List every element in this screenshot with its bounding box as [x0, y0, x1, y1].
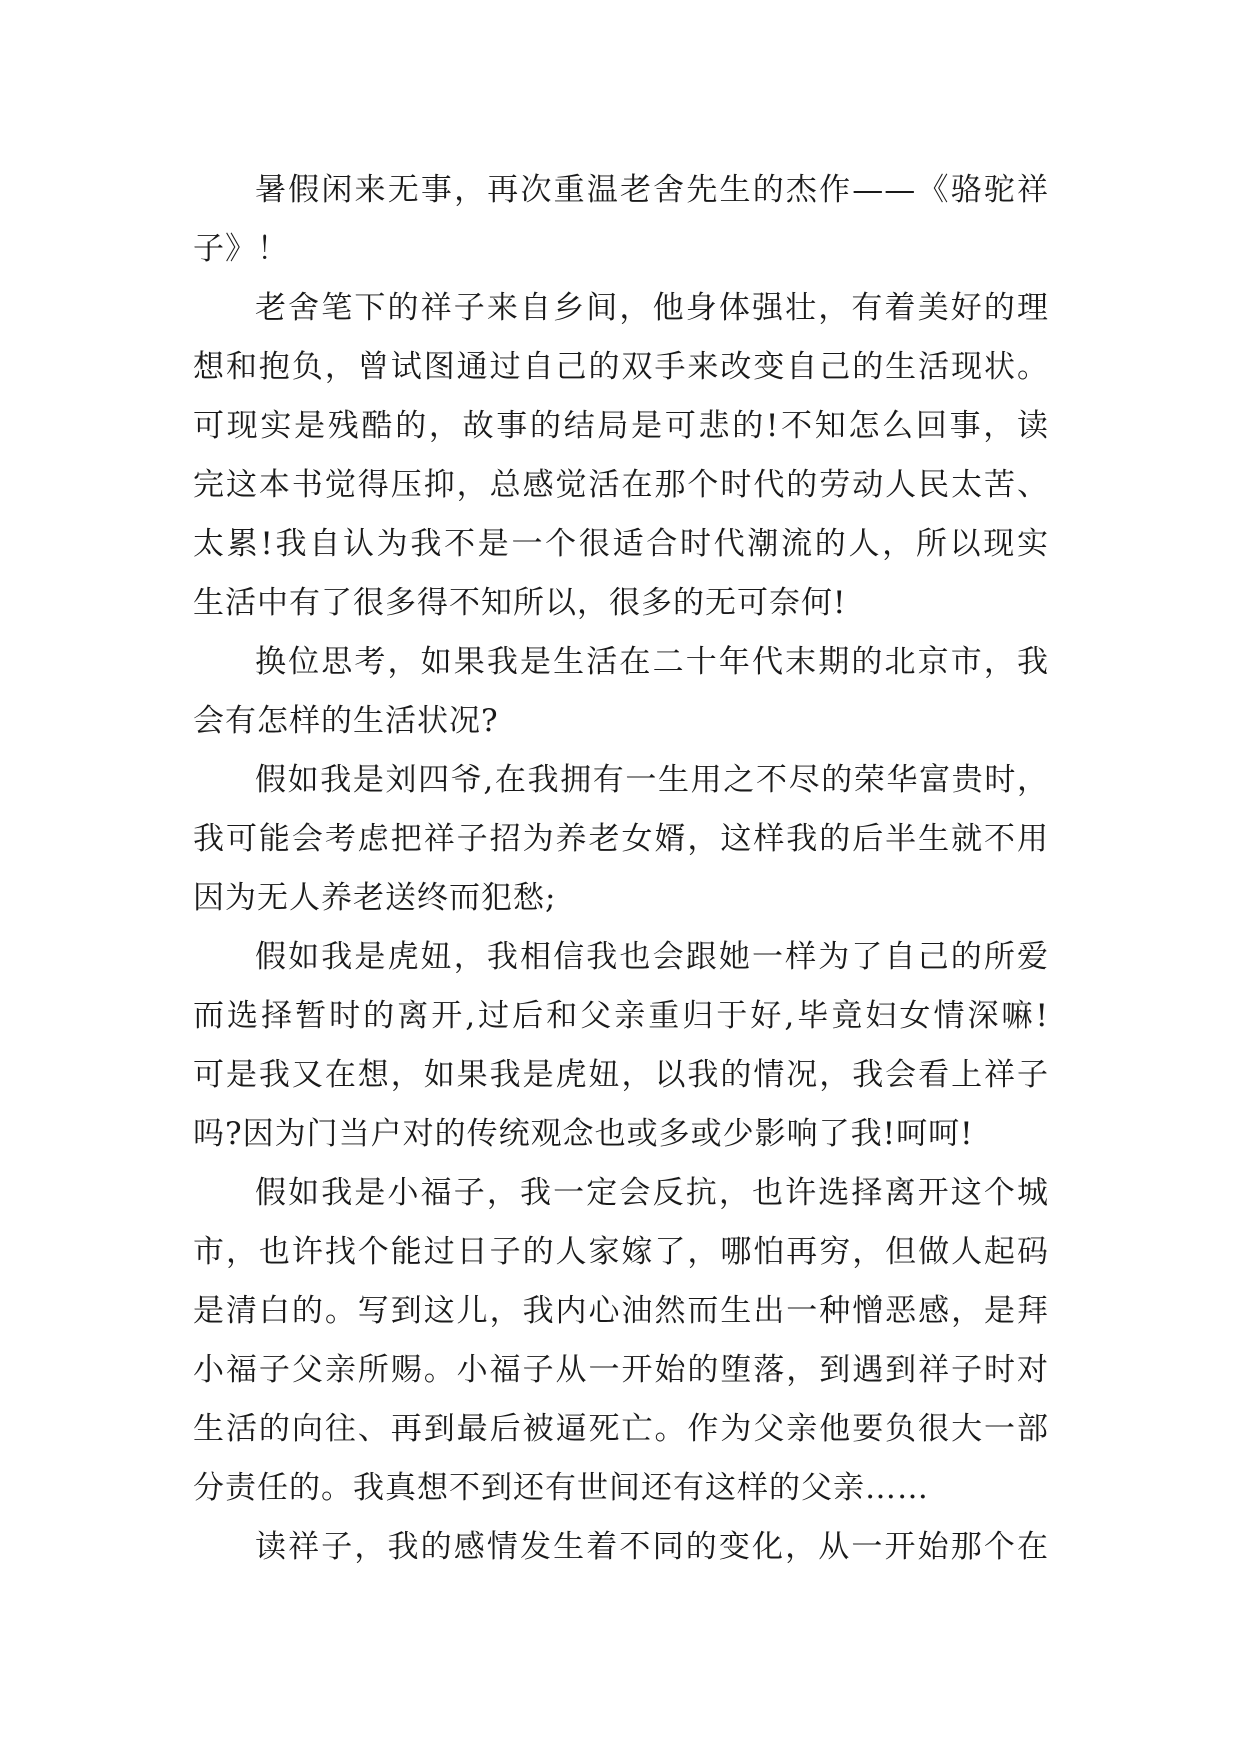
text-line: 子》！ — [193, 231, 289, 267]
text-line: 想和抱负，曾试图通过自己的双手来改变自己的生活现状。 — [193, 349, 1049, 385]
text-line: 吗?因为门当户对的传统观念也或多或少影响了我!呵呵! — [193, 1116, 974, 1152]
text-line: 完这本书觉得压抑，总感觉活在那个时代的劳动人民太苦、 — [193, 467, 1049, 503]
text-line: 分责任的。我真想不到还有世间还有这样的父亲…… — [193, 1470, 929, 1506]
text-line: 生活的向往、再到最后被逼死亡。作为父亲他要负很大一部 — [193, 1411, 1049, 1447]
text-line: 而选择暂时的离开,过后和父亲重归于好,毕竟妇女情深嘛! — [193, 998, 1049, 1034]
text-line: 读祥子，我的感情发生着不同的变化，从一开始那个在 — [255, 1529, 1049, 1565]
text-line: 假如我是刘四爷,在我拥有一生用之不尽的荣华富贵时， — [255, 762, 1049, 798]
text-line: 太累!我自认为我不是一个很适合时代潮流的人，所以现实 — [193, 526, 1049, 562]
text-line: 市，也许找个能过日子的人家嫁了，哪怕再穷，但做人起码 — [193, 1234, 1049, 1270]
text-line: 老舍笔下的祥子来自乡间，他身体强壮，有着美好的理 — [255, 290, 1049, 326]
text-line: 可是我又在想，如果我是虎妞，以我的情况，我会看上祥子 — [193, 1057, 1049, 1093]
essay-text — [193, 161, 1049, 1577]
text-line: 假如我是小福子，我一定会反抗，也许选择离开这个城 — [255, 1175, 1049, 1211]
text-line: 因为无人养老送终而犯愁; — [193, 880, 557, 916]
text-line: 暑假闲来无事，再次重温老舍先生的杰作——《骆驼祥 — [255, 172, 1049, 208]
text-line: 换位思考，如果我是生活在二十年代末期的北京市，我 — [255, 644, 1049, 680]
text-line: 我可能会考虑把祥子招为养老女婿，这样我的后半生就不用 — [193, 821, 1049, 857]
text-line: 小福子父亲所赐。小福子从一开始的堕落，到遇到祥子时对 — [193, 1352, 1049, 1388]
text-line: 生活中有了很多得不知所以，很多的无可奈何! — [193, 585, 847, 621]
text-line: 是清白的。写到这儿，我内心油然而生出一种憎恶感，是拜 — [193, 1293, 1049, 1329]
text-line: 会有怎样的生活状况? — [193, 703, 499, 739]
text-line: 可现实是残酷的，故事的结局是可悲的!不知怎么回事，读 — [193, 408, 1049, 444]
text-line: 假如我是虎妞，我相信我也会跟她一样为了自己的所爱 — [255, 939, 1049, 975]
